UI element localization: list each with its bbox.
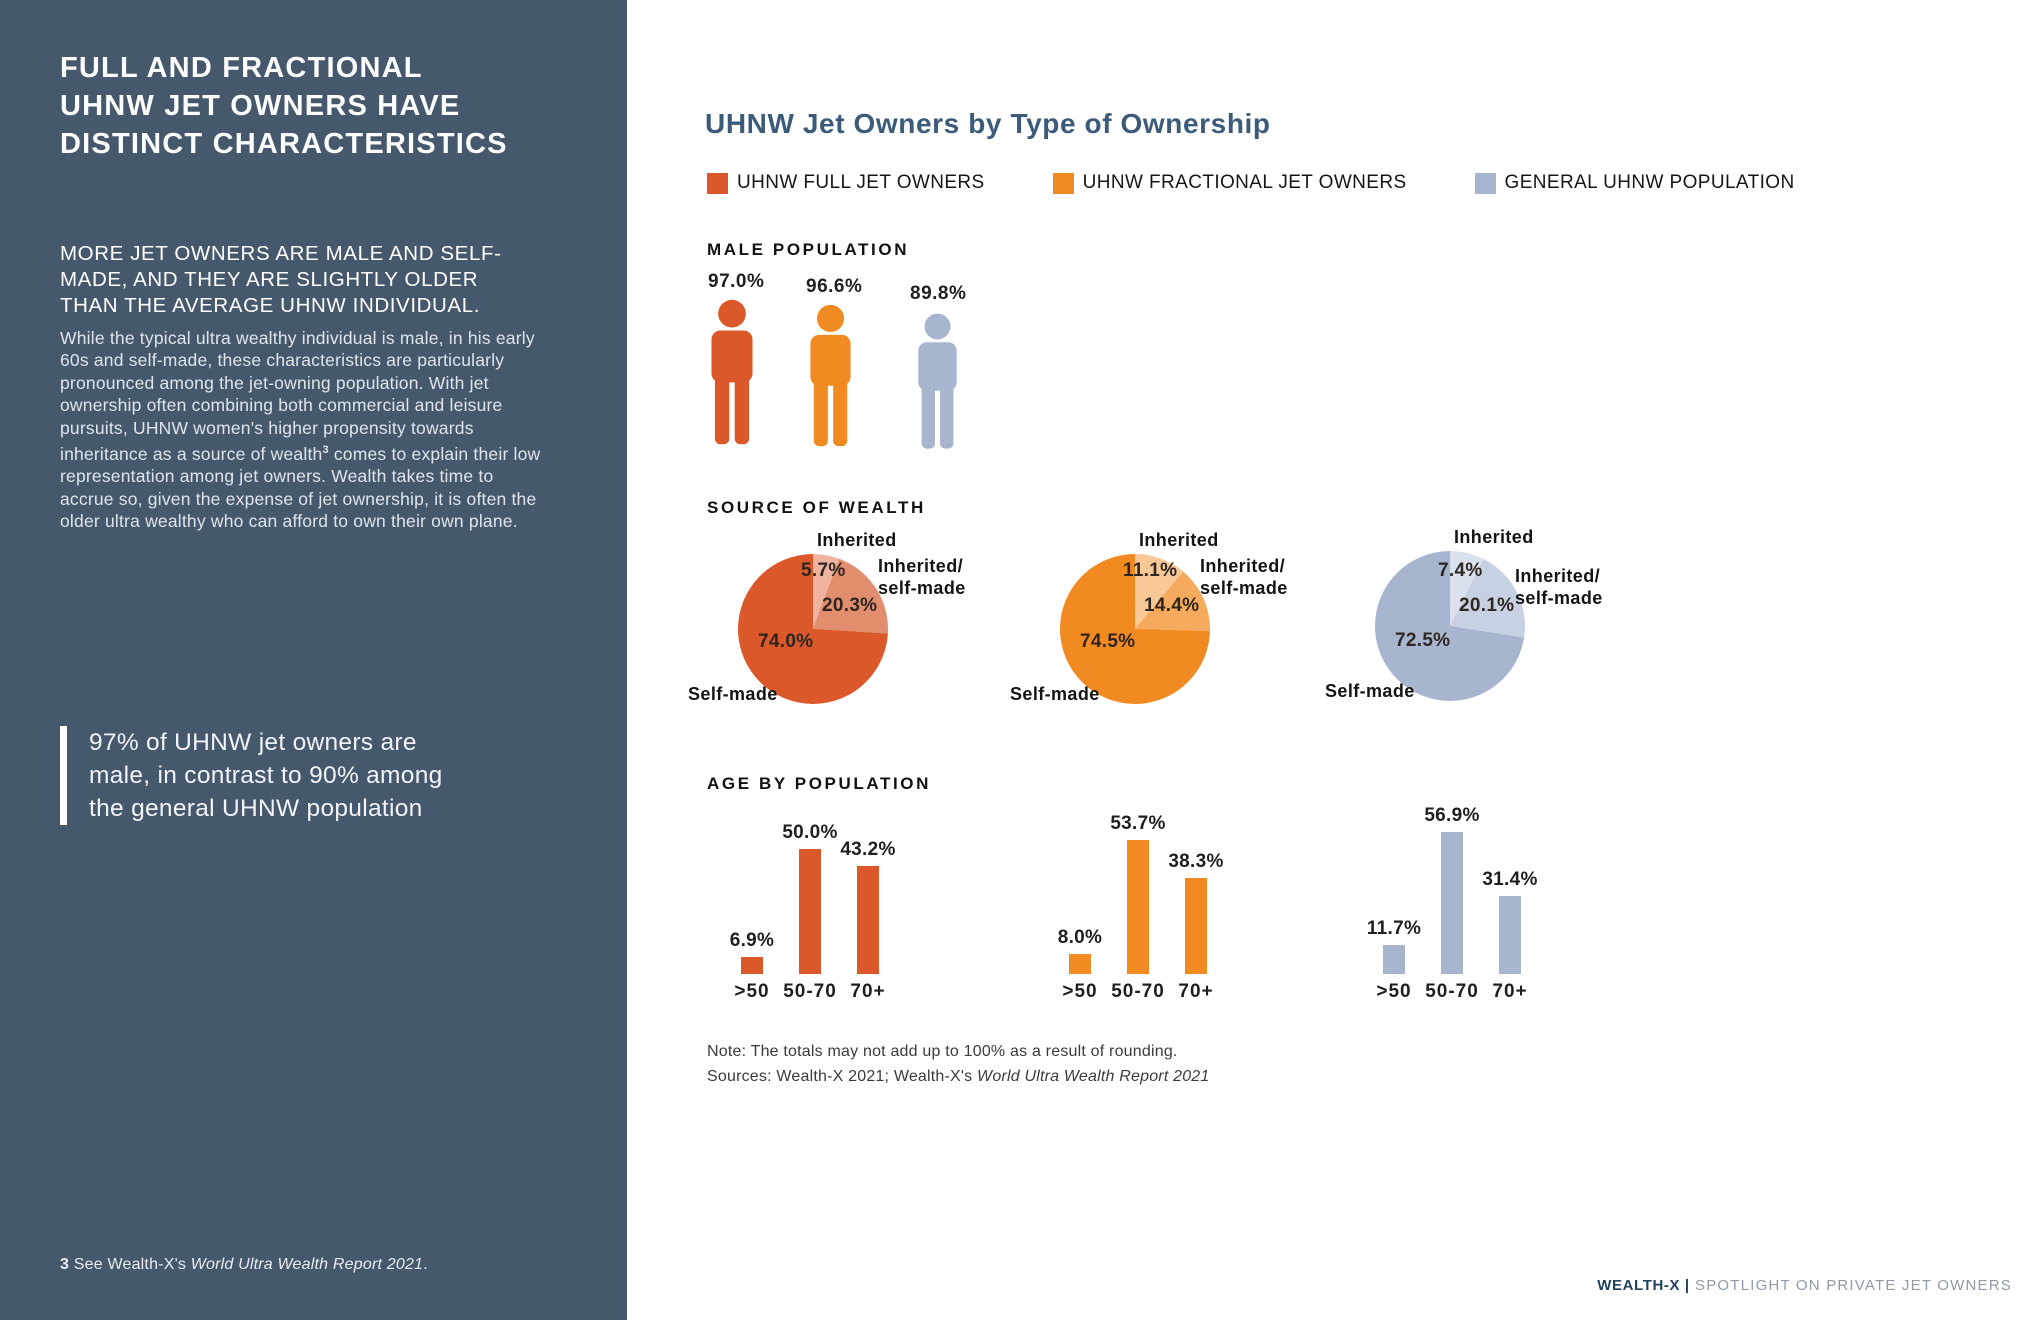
bar-category-label: >50 xyxy=(1376,981,1412,1002)
quote-line: the general UHNW population xyxy=(89,795,423,822)
bar-category-label: >50 xyxy=(1062,981,1098,1002)
legend-swatch-icon xyxy=(707,173,728,194)
pie-value-self-made: 72.5% xyxy=(1395,630,1451,651)
bar-column xyxy=(1481,869,1539,975)
bar-column xyxy=(1051,927,1109,974)
pie-label-inherited-self-made xyxy=(1200,555,1288,599)
pie-label-inherited: Inherited xyxy=(1139,530,1219,550)
pie-label-line: self-made xyxy=(1515,588,1603,608)
bar-category-label: 70+ xyxy=(1492,981,1528,1002)
bar xyxy=(1069,954,1091,974)
pull-quote xyxy=(60,726,443,825)
pictogram-value: 96.6% xyxy=(806,276,863,297)
male-person-icon xyxy=(808,303,853,450)
bar-value-label: 8.0% xyxy=(1057,927,1103,948)
bar-category-label: 70+ xyxy=(850,981,886,1002)
sidebar-subtitle-line: MORE JET OWNERS ARE MALE AND SELF- xyxy=(60,242,502,265)
legend-label: UHNW FRACTIONAL JET OWNERS xyxy=(1082,172,1407,193)
sidebar-title-line: UHNW JET OWNERS HAVE xyxy=(60,90,461,123)
quote-bar xyxy=(60,726,67,825)
note-text: Note: The totals may not add up to 100% as a result of rounding. xyxy=(707,1043,1178,1060)
bar xyxy=(741,957,763,974)
bar-category-label: >50 xyxy=(734,981,770,1002)
pie-value-self-made: 74.0% xyxy=(758,631,814,652)
pie-group-general-population xyxy=(1325,527,1603,701)
bar-value-label: 56.9% xyxy=(1424,804,1480,826)
bar-chart-fractional-jet-owners xyxy=(1051,799,1227,1003)
pictogram-full-jet-owners xyxy=(708,271,764,448)
bars-area xyxy=(1051,799,1227,974)
legend-item-full-jet-owners xyxy=(707,172,985,194)
pie-label-self-made: Self-made xyxy=(1325,681,1415,701)
legend-label: GENERAL UHNW POPULATION xyxy=(1504,172,1795,193)
bar xyxy=(857,866,879,974)
bar xyxy=(1441,832,1463,974)
quote-line: male, in contrast to 90% among xyxy=(89,762,443,789)
footer-brand: WEALTH-X | xyxy=(1597,1277,1690,1294)
sidebar-title-line: FULL AND FRACTIONAL xyxy=(60,52,423,85)
footnote-text: See Wealth-X's xyxy=(69,1256,191,1273)
bars-area xyxy=(1365,799,1541,974)
quote-text xyxy=(89,726,443,825)
footnote-text: . xyxy=(423,1256,428,1273)
bar xyxy=(1383,945,1405,974)
footnote-marker: 3 xyxy=(60,1256,70,1273)
sources-text xyxy=(707,1068,1210,1086)
bar-category-label: 50-70 xyxy=(783,981,837,1002)
pie-label-self-made: Self-made xyxy=(688,684,778,704)
legend-swatch-icon xyxy=(1475,173,1496,194)
pie-value-inherited-self-made: 14.4% xyxy=(1144,595,1200,616)
bar xyxy=(1127,840,1149,974)
legend-item-general-population xyxy=(1475,172,1795,194)
bar-column xyxy=(1109,813,1167,974)
legend xyxy=(707,172,1795,194)
footer-title: SPOTLIGHT ON PRIVATE JET OWNERS xyxy=(1689,1277,2012,1294)
pictogram-fractional-jet-owners xyxy=(806,276,862,450)
pie-label-line: Inherited/ xyxy=(1200,556,1286,576)
sidebar-subtitle xyxy=(60,241,502,319)
bar-column xyxy=(1365,918,1423,974)
bar-value-label: 50.0% xyxy=(782,822,838,843)
male-person-icon xyxy=(916,312,959,452)
pie-value-inherited: 11.1% xyxy=(1123,560,1178,581)
pie-group-fractional-jet-owners xyxy=(1010,530,1288,704)
sidebar-subtitle-line: THAN THE AVERAGE UHNW INDIVIDUAL. xyxy=(60,294,480,317)
section-heading-source-of-wealth: SOURCE OF WEALTH xyxy=(707,498,926,517)
pie-label-line: self-made xyxy=(1200,578,1288,598)
bar-value-label: 38.3% xyxy=(1168,851,1224,873)
sources-prefix: Sources: Wealth-X 2021; Wealth-X's xyxy=(707,1068,978,1085)
sidebar-subtitle-line: MADE, AND THEY ARE SLIGHTLY OLDER xyxy=(60,268,479,291)
bar-category-label: 50-70 xyxy=(1425,981,1479,1002)
bar-column xyxy=(1423,805,1481,974)
sidebar-footnote xyxy=(60,1256,428,1274)
category-axis xyxy=(1365,981,1541,1003)
footnote-reference: 3 xyxy=(322,444,329,457)
page-footer xyxy=(1597,1277,2012,1294)
sidebar-title xyxy=(60,49,508,163)
pie-value-self-made: 74.5% xyxy=(1080,631,1136,652)
pictogram-value: 97.0% xyxy=(708,271,765,292)
pie-value-inherited-self-made: 20.3% xyxy=(822,595,878,616)
legend-item-fractional-jet-owners xyxy=(1053,172,1407,194)
sidebar xyxy=(0,0,627,1320)
bar-column xyxy=(723,930,781,974)
sidebar-title-line: DISTINCT CHARACTERISTICS xyxy=(60,128,508,161)
bar-column xyxy=(839,839,897,974)
bar-category-label: 70+ xyxy=(1178,981,1214,1002)
pie-label-line: Inherited/ xyxy=(1515,566,1601,586)
bar-value-label: 11.7% xyxy=(1366,917,1422,939)
quote-line: 97% of UHNW jet owners are xyxy=(89,729,417,756)
pie-label-inherited: Inherited xyxy=(1454,527,1534,547)
bar-chart-general-population xyxy=(1365,799,1541,1003)
bar-chart-full-jet-owners xyxy=(723,799,899,1003)
sidebar-paragraph xyxy=(60,327,547,532)
bar-column xyxy=(781,822,839,974)
bars-area xyxy=(723,799,899,974)
bar xyxy=(1185,878,1207,974)
bar xyxy=(799,849,821,974)
pie-group-full-jet-owners xyxy=(688,530,966,704)
bar xyxy=(1499,896,1521,975)
bar-value-label: 31.4% xyxy=(1482,868,1538,890)
pie-value-inherited: 5.7% xyxy=(801,560,846,581)
pie-label-self-made: Self-made xyxy=(1010,684,1100,704)
section-heading-male-population: MALE POPULATION xyxy=(707,240,910,259)
paragraph-text: While the typical ultra wealthy individual is male, in his early 60s and self-made, these characteristics are particularly pronounced among the jet-owning population. With jet ownership often combining both commercial and leisure pursuits, UHNW women's higher propensity towards inheritance as a source of wealth xyxy=(60,328,535,464)
legend-label: UHNW FULL JET OWNERS xyxy=(737,172,985,193)
category-axis xyxy=(723,981,899,1003)
pie-value-inherited: 7.4% xyxy=(1438,560,1483,581)
pie-label-inherited-self-made xyxy=(878,555,966,599)
bar-category-label: 50-70 xyxy=(1111,981,1165,1002)
bar-value-label: 6.9% xyxy=(729,929,775,951)
male-person-icon xyxy=(709,298,755,448)
bar-value-label: 43.2% xyxy=(840,839,896,860)
chart-title: UHNW Jet Owners by Type of Ownership xyxy=(705,108,1271,139)
pie-value-inherited-self-made: 20.1% xyxy=(1459,595,1515,616)
sources-report-title: World Ultra Wealth Report 2021 xyxy=(977,1068,1210,1085)
pie-label-line: self-made xyxy=(878,578,966,598)
pictogram-general-population xyxy=(910,283,966,452)
pie-label-inherited-self-made xyxy=(1515,565,1603,609)
bar-column xyxy=(1167,851,1225,974)
pictogram-value: 89.8% xyxy=(910,283,967,304)
pie-label-inherited: Inherited xyxy=(817,530,897,550)
footnote-report-title: World Ultra Wealth Report 2021 xyxy=(190,1256,424,1273)
section-heading-age-by-population: AGE BY POPULATION xyxy=(707,774,931,793)
category-axis xyxy=(1051,981,1227,1003)
legend-swatch-icon xyxy=(1053,173,1074,194)
pie-label-line: Inherited/ xyxy=(878,556,964,576)
bar-value-label: 53.7% xyxy=(1110,812,1166,834)
paragraph-text: comes to explain their low representation among jet owners. Wealth takes time to accrue so, given the expense of jet ownership, it is often the older ultra wealthy who can afford to own their own plane. xyxy=(60,443,541,532)
